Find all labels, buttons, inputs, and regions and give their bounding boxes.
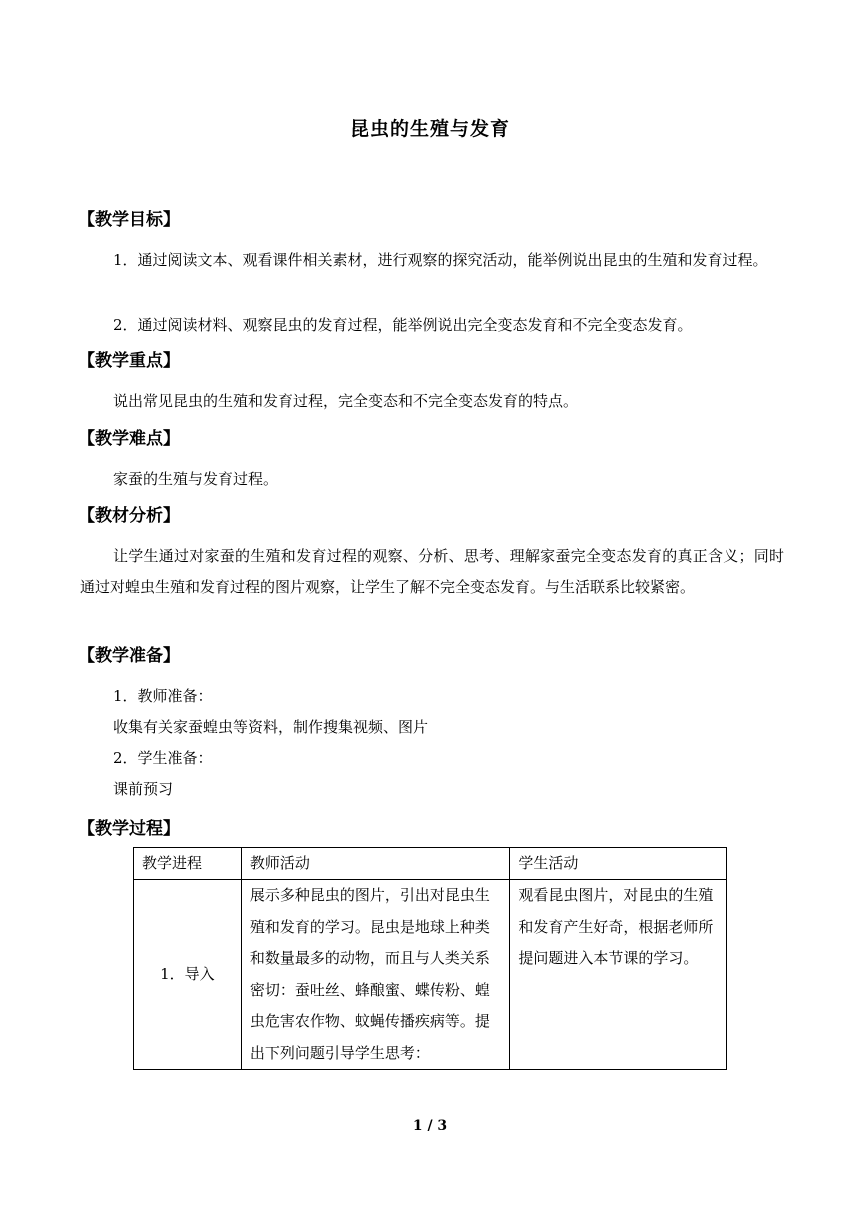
column-header-stage: 教学进程 (134, 848, 242, 880)
cell-student-activity: 观看昆虫图片，对昆虫的生殖和发育产生好奇，根据老师所提问题进入本节课的学习。 (510, 880, 727, 1070)
document-title: 昆虫的生殖与发育 (349, 118, 510, 140)
preparation-line-3: 2．学生准备： (113, 749, 213, 767)
column-header-teacher: 教师活动 (241, 848, 510, 880)
column-header-student: 学生活动 (510, 848, 727, 880)
cell-stage: 1．导入 (134, 880, 242, 1070)
objective-item-1: 1．通过阅读文本、观看课件相关素材，进行观察的探究活动，能举例说出昆虫的生殖和发育过程。 (113, 251, 768, 269)
preparation-line-1: 1．教师准备： (113, 687, 213, 705)
objective-item-2: 2．通过阅读材料、观察昆虫的发育过程，能举例说出完全变态发育和不完全变态发育。 (113, 316, 693, 334)
table-header-row (134, 848, 727, 880)
page-number: 1 / 3 (412, 1118, 448, 1134)
difficulties-heading: 【教学难点】 (78, 429, 180, 449)
key-points-text: 说出常见昆虫的生殖和发育过程，完全变态和不完全变态发育的特点。 (113, 392, 579, 410)
preparation-line-2: 收集有关家蚕蝗虫等资料，制作搜集视频、图片 (113, 718, 429, 736)
key-points-heading: 【教学重点】 (78, 351, 180, 371)
preparation-heading: 【教学准备】 (78, 646, 180, 666)
analysis-text: 让学生通过对家蚕的生殖和发育过程的观察、分析、思考、理解家蚕完全变态发育的真正含义；同时通过对蝗虫生殖和发育过程的图片观察，让学生了解不完全变态发育。与生活联系比较紧密。 (80, 547, 784, 596)
table-row (134, 880, 727, 1070)
objectives-heading: 【教学目标】 (78, 210, 180, 230)
difficulties-text: 家蚕的生殖与发育过程。 (113, 470, 279, 488)
process-table (133, 847, 727, 1070)
analysis-heading: 【教材分析】 (78, 506, 180, 526)
cell-teacher-activity: 展示多种昆虫的图片，引出对昆虫生殖和发育的学习。昆虫是地球上种类和数量最多的动物，而且与人类关系密切：蚕吐丝、蜂酿蜜、蝶传粉、蝗虫危害农作物、蚊蝇传播疾病等。提出下列问题引导学生思考： (241, 880, 510, 1070)
preparation-line-4: 课前预习 (113, 780, 174, 798)
process-heading: 【教学过程】 (78, 819, 180, 839)
